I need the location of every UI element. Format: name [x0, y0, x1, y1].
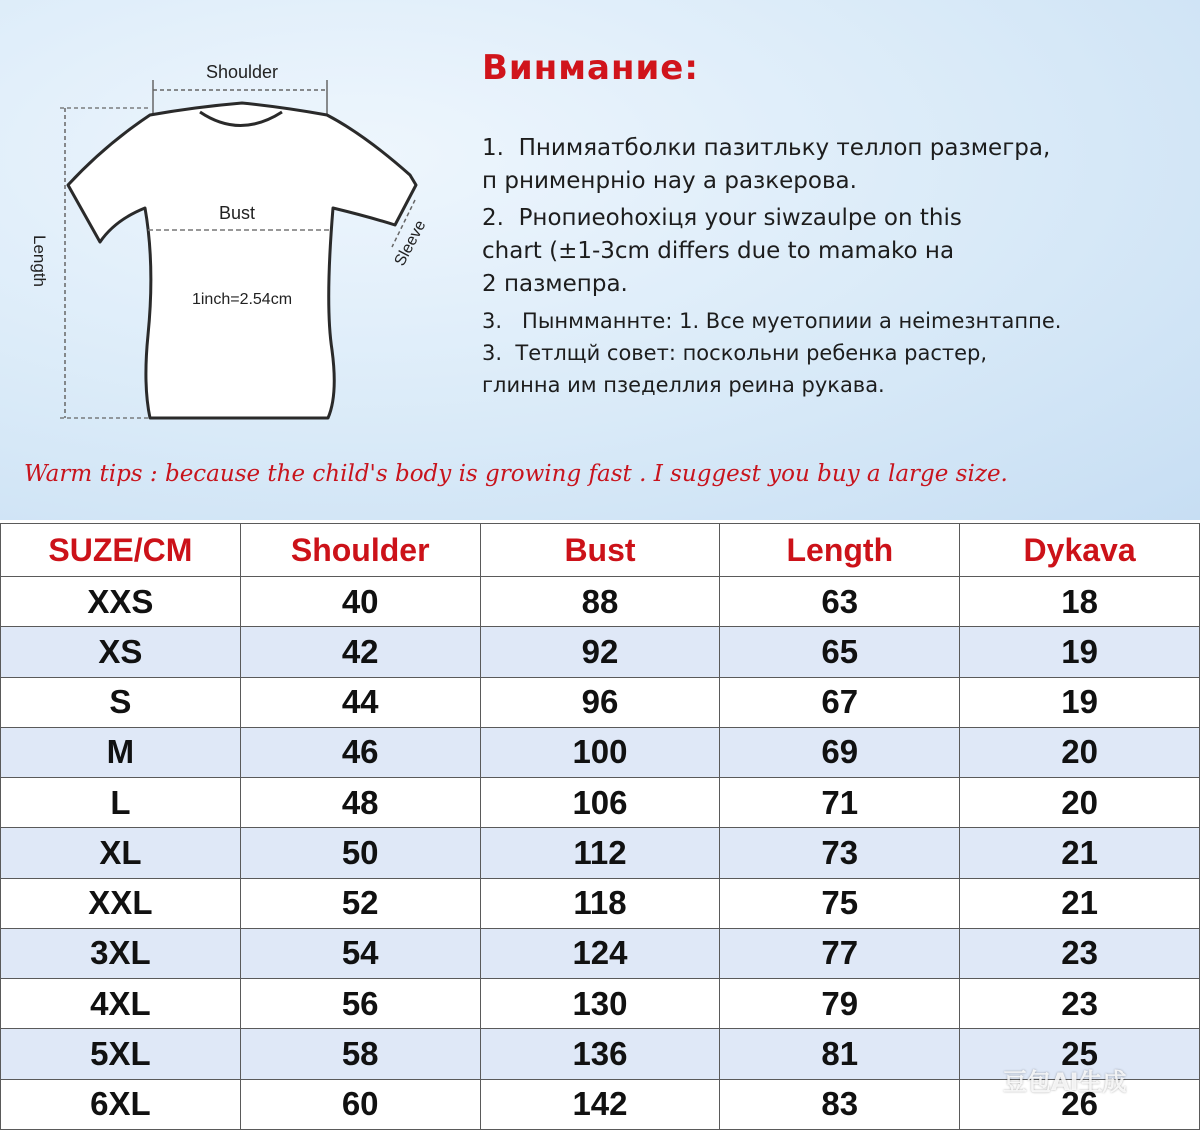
- table-cell: XXS: [1, 577, 241, 627]
- header-length: Length: [720, 524, 960, 577]
- table-row: [1, 727, 1200, 777]
- tshirt-diagram: [20, 55, 450, 445]
- header-bust: Bust: [480, 524, 720, 577]
- table-cell: L: [1, 778, 241, 828]
- table-row: [1, 778, 1200, 828]
- table-row: [1, 577, 1200, 627]
- table-cell: 71: [720, 778, 960, 828]
- table-row: [1, 878, 1200, 928]
- table-cell: 4XL: [1, 979, 241, 1029]
- notice-item-4: 3. Тетлщй совет: поскольни ребенка растер, глинна им пзеделлия реина рукава.: [482, 341, 988, 397]
- size-table: [0, 523, 1200, 1130]
- table-cell: 130: [480, 979, 720, 1029]
- size-table-body: [1, 577, 1200, 1130]
- table-cell: 20: [960, 778, 1200, 828]
- notice-item-1: 1. Пнимяатболки пазитльку теллоп размегра, п рнименрнio нау а разкерова.: [482, 135, 1051, 194]
- length-label: Length: [30, 235, 49, 287]
- table-cell: 112: [480, 828, 720, 878]
- shoulder-label: Shoulder: [205, 62, 279, 82]
- table-cell: 56: [240, 979, 480, 1029]
- sleeve-label: Sleeve: [391, 217, 430, 269]
- table-cell: 6XL: [1, 1079, 241, 1129]
- table-cell: 48: [240, 778, 480, 828]
- table-cell: 26: [960, 1079, 1200, 1129]
- table-cell: 21: [960, 878, 1200, 928]
- table-cell: XL: [1, 828, 241, 878]
- notice-item-2: 2. Рнопиеohoxiця your siwzaulpe on this chart (±1-3cm differs due to mamako нa 2 пазмепра.: [482, 205, 962, 297]
- table-cell: 50: [240, 828, 480, 878]
- table-cell: XS: [1, 627, 241, 677]
- table-cell: 81: [720, 1029, 960, 1079]
- top-panel: [0, 0, 1200, 520]
- table-cell: 44: [240, 677, 480, 727]
- table-cell: 18: [960, 577, 1200, 627]
- bust-label: Bust: [218, 203, 256, 223]
- table-cell: 40: [240, 577, 480, 627]
- table-cell: 142: [480, 1079, 720, 1129]
- table-cell: 67: [720, 677, 960, 727]
- table-cell: 65: [720, 627, 960, 677]
- table-cell: 19: [960, 677, 1200, 727]
- table-cell: XXL: [1, 878, 241, 928]
- table-cell: 83: [720, 1079, 960, 1129]
- table-cell: 54: [240, 928, 480, 978]
- table-cell: 79: [720, 979, 960, 1029]
- table-cell: 100: [480, 727, 720, 777]
- size-table-header-row: [1, 524, 1200, 577]
- table-cell: 69: [720, 727, 960, 777]
- table-row: [1, 928, 1200, 978]
- table-cell: 21: [960, 828, 1200, 878]
- table-row: [1, 677, 1200, 727]
- notice-item-3: 3. Пынмманнте: 1. Все муетопиии а неimезнтаппе.: [482, 309, 1062, 333]
- table-row: [1, 979, 1200, 1029]
- table-cell: 3XL: [1, 928, 241, 978]
- table-cell: 58: [240, 1029, 480, 1079]
- table-row: [1, 828, 1200, 878]
- table-cell: 118: [480, 878, 720, 928]
- table-row: [1, 627, 1200, 677]
- table-cell: 42: [240, 627, 480, 677]
- table-cell: 20: [960, 727, 1200, 777]
- table-cell: 23: [960, 928, 1200, 978]
- header-shoulder: Shoulder: [240, 524, 480, 577]
- header-size: SUZE/CM: [1, 524, 241, 577]
- table-cell: 19: [960, 627, 1200, 677]
- table-cell: M: [1, 727, 241, 777]
- table-cell: 75: [720, 878, 960, 928]
- header-sleeve: Dykava: [960, 524, 1200, 577]
- warm-tip-text: Warm tips : because the child's body is growing fast . I suggest you buy a large size.: [24, 461, 1008, 487]
- table-cell: 96: [480, 677, 720, 727]
- table-cell: 52: [240, 878, 480, 928]
- conversion-label: 1inch=2.54cm: [191, 291, 293, 308]
- table-cell: S: [1, 677, 241, 727]
- notice-title: Винмание:: [482, 48, 699, 88]
- table-cell: 5XL: [1, 1029, 241, 1079]
- table-cell: 23: [960, 979, 1200, 1029]
- table-cell: 124: [480, 928, 720, 978]
- table-cell: 88: [480, 577, 720, 627]
- watermark-text: 豆包AI生成: [1003, 1068, 1127, 1096]
- tshirt-outline: [68, 103, 416, 418]
- table-cell: 92: [480, 627, 720, 677]
- notice-list: [482, 132, 1182, 401]
- table-cell: 77: [720, 928, 960, 978]
- table-cell: 63: [720, 577, 960, 627]
- table-cell: 46: [240, 727, 480, 777]
- table-cell: 136: [480, 1029, 720, 1079]
- table-cell: 60: [240, 1079, 480, 1129]
- table-cell: 25: [960, 1029, 1200, 1079]
- table-cell: 106: [480, 778, 720, 828]
- table-cell: 73: [720, 828, 960, 878]
